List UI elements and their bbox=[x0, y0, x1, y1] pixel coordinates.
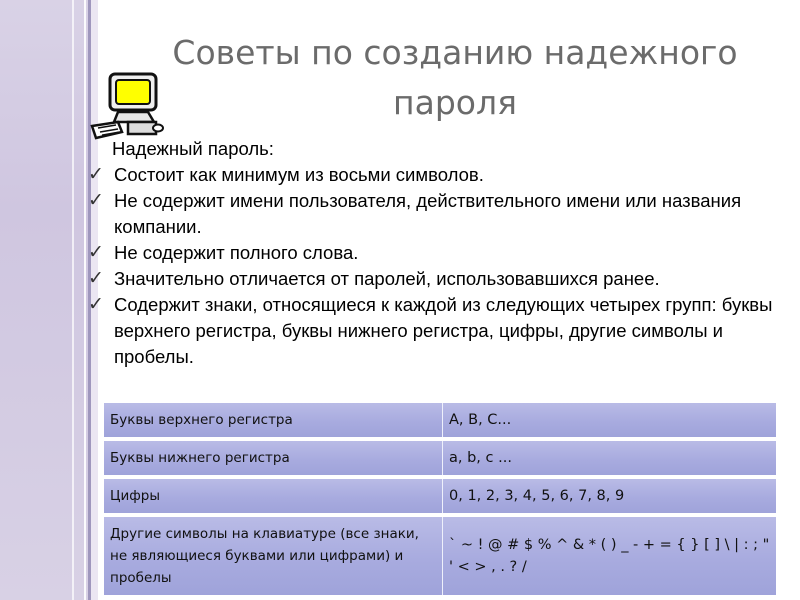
intro-text: Надежный пароль: bbox=[112, 138, 274, 159]
table-cell-example: a, b, c ... bbox=[442, 441, 776, 475]
table-cell-group: Буквы нижнего регистра bbox=[104, 441, 442, 475]
character-groups-table bbox=[104, 399, 776, 599]
checkmark-icon: ✓ bbox=[88, 294, 104, 315]
table-row bbox=[104, 441, 776, 475]
list-item-text: Состоит как минимум из восьми символов. bbox=[114, 164, 484, 185]
list-item bbox=[88, 266, 778, 292]
left-decorative-band bbox=[0, 0, 98, 600]
slide-title: Советы по созданию надежного пароля bbox=[172, 33, 738, 122]
list-item-text: Содержит знаки, относящиеся к каждой из следующих четырех групп: буквы верхнего регистра, буквы нижнего регистра, цифры, другие символы и пробелы. bbox=[114, 294, 773, 367]
list-item-text: Не содержит имени пользователя, действительного имени или названия компании. bbox=[114, 190, 742, 237]
table-cell-group: Цифры bbox=[104, 479, 442, 513]
band-stripe bbox=[72, 0, 74, 600]
computer-icon bbox=[88, 66, 168, 144]
checkmark-icon: ✓ bbox=[88, 242, 104, 263]
checkmark-icon: ✓ bbox=[88, 268, 104, 289]
table-cell-example: ` ~ ! @ # $ % ^ & * ( ) _ - + = { } [ ] \ | : ; " ' < > , . ? / bbox=[442, 517, 776, 595]
table-row bbox=[104, 403, 776, 437]
checkmark-icon: ✓ bbox=[88, 164, 104, 185]
list-item bbox=[88, 188, 778, 240]
table-cell-example: 0, 1, 2, 3, 4, 5, 6, 7, 8, 9 bbox=[442, 479, 776, 513]
checkmark-icon: ✓ bbox=[88, 190, 104, 211]
list-item bbox=[88, 162, 778, 188]
table-cell-group: Буквы верхнего регистра bbox=[104, 403, 442, 437]
body-text bbox=[88, 136, 778, 370]
list-item-text: Значительно отличается от паролей, использовавшихся ранее. bbox=[114, 268, 660, 289]
table-cell-group: Другие символы на клавиатуре (все знаки, не являющиеся буквами или цифрами) и пробелы bbox=[104, 517, 442, 595]
list-item bbox=[88, 292, 778, 370]
list-item bbox=[88, 240, 778, 266]
list-item-text: Не содержит полного слова. bbox=[114, 242, 359, 263]
band-stripe bbox=[84, 0, 86, 600]
table-row bbox=[104, 517, 776, 595]
table-row bbox=[104, 479, 776, 513]
table-cell-example: A, B, C... bbox=[442, 403, 776, 437]
